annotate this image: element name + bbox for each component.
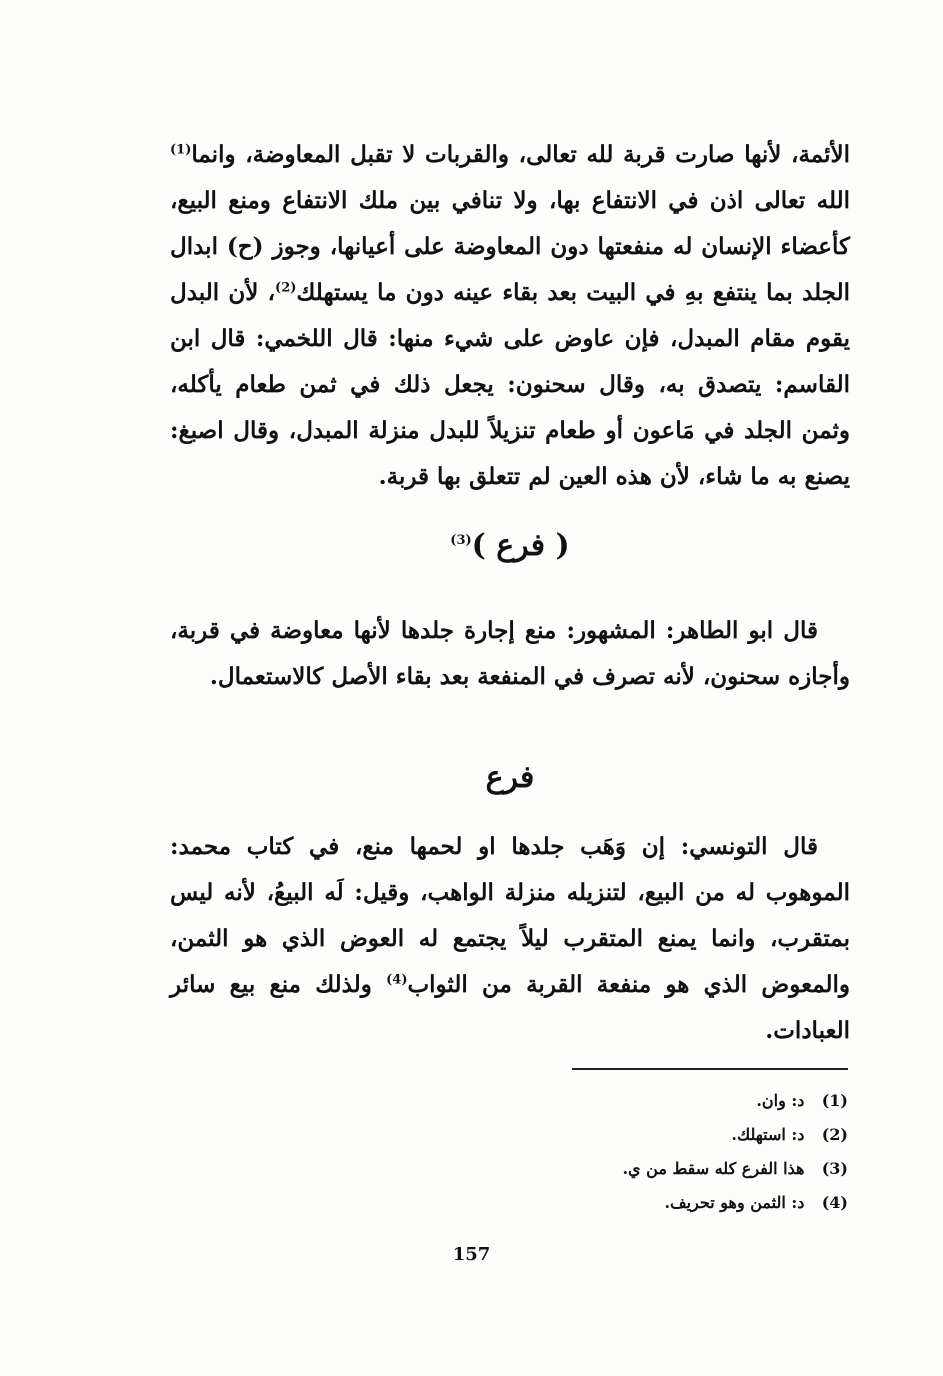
footnote-ref-3: (3) <box>450 533 472 548</box>
footnote-2 <box>400 1118 848 1152</box>
footnote-number: (3) <box>821 1159 848 1178</box>
footnote-text: د: استهلك. <box>731 1125 805 1144</box>
footnote-number: (2) <box>821 1125 848 1144</box>
footnote-3 <box>400 1152 848 1186</box>
paragraph-1-part-c: ، لأن البدل يقوم مقام المبدل، فإن عاوض على شيء منها: قال اللخمي: قال ابن القاسم: يتصدق به، وقال سحنون: يجعل ذلك في ثمن طعام يأكله، وثمن الجلد في مَاعون أو طعام تنزيلاً للبدل منزلة المبدل، وقال اصبغ: يصنع به ما شاء، لأن هذه العين لم تتعلق بها قربة. <box>170 279 850 490</box>
section-heading-2: فرع <box>485 760 535 795</box>
paragraph-3-part-b: ولذلك منع بيع سائر العبادات. <box>170 971 850 1044</box>
footnote-ref-2: (2) <box>275 280 297 296</box>
paragraph-1 <box>170 132 850 500</box>
paragraph-1-part-a: الأئمة، لأنها صارت قربة لله تعالى، والقربات لا تقبل المعاوضة، وانما <box>191 141 850 168</box>
footnote-number: (1) <box>821 1091 848 1110</box>
footnote-4 <box>400 1186 848 1220</box>
footnote-1 <box>400 1084 848 1118</box>
footnote-text: د: الثمن وهو تحريف. <box>664 1193 805 1212</box>
footnote-divider <box>572 1068 848 1070</box>
footnote-text: هذا الفرع كله سقط من ي. <box>622 1159 805 1178</box>
footnote-ref-1: (1) <box>170 142 192 158</box>
footnote-ref-4: (4) <box>386 972 408 988</box>
section-heading-1-text: ( فرع ) <box>471 528 570 563</box>
footnotes <box>400 1084 848 1220</box>
paragraph-1-part-b: الله تعالى اذن في الانتفاع بها، ولا تنافي بين ملك الانتفاع ومنع البيع، كأعضاء الإنسان له منفعتها دون المعاوضة على أعيانها، وجوز (ح) ابدال الجلد بما ينتفع بهِ في البيت بعد بقاء عينه دون ما يستهلك <box>170 187 850 306</box>
page-number: 157 <box>452 1244 491 1265</box>
paragraph-2: قال ابو الطاهر: المشهور: منع إجارة جلدها لأنها معاوضة في قربة، وأجازه سحنون، لأنه تصرف في المنفعة بعد بقاء الأصل كالاستعمال. <box>170 617 850 690</box>
section-heading-1 <box>170 528 850 563</box>
footnote-number: (4) <box>821 1193 848 1212</box>
paragraph-3-part-a: قال التونسي: إن وَهَب جلدها او لحمها منع، في كتاب محمد: الموهوب له من البيع، لتنزيله منزلة الواهب، وقيل: لَه البيعُ، لأنه ليس بمتقرب، وانما يمنع المتقرب ليلاً يجتمع له العوض الذي هو الثمن، والمعوض الذي هو منفعة القربة من الثواب <box>170 833 850 998</box>
footnote-text: د: وان. <box>756 1091 805 1110</box>
paragraph-3 <box>170 824 850 1054</box>
